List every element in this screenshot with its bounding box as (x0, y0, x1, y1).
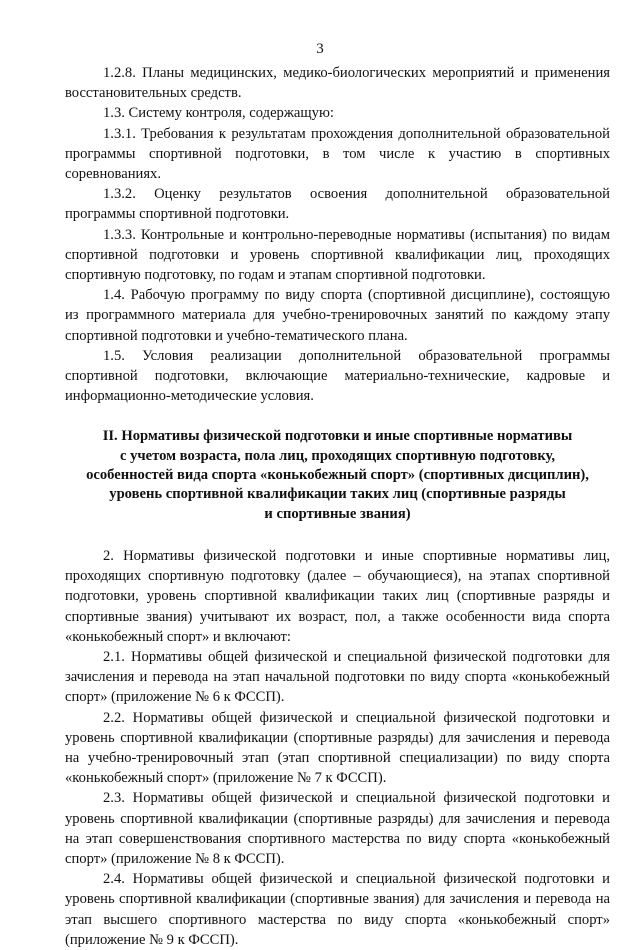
paragraph-1-3: 1.3. Систему контроля, содержащую: (103, 105, 334, 122)
paragraph-2-3: 2.3. Нормативы общей физической и специальной физической подготовки и уровень спортивной квалификации (спортивные разряды) для зачисления и перевода на этап совершенствования спортивного мастерства по виду спорта «конькобежный спорт» (приложение № 8 к ФССП). (65, 790, 610, 867)
section-heading-line: II. Нормативы физической подготовки и иные спортивные нормативы (102, 428, 573, 445)
paragraph-1-3-1: 1.3.1. Требования к результатам прохождения дополнительной образовательной программы спортивной подготовки, в том числе к участию в спортивных соревнованиях. (65, 125, 610, 183)
paragraph-1-3-2: 1.3.2. Оценку результатов освоения дополнительной образовательной программы спортивной подготовки. (65, 186, 610, 223)
paragraph-1-4: 1.4. Рабочую программу по виду спорта (спортивной дисциплине), состоящую из программного материала для учебно-тренировочных занятий по каждому этапу спортивной подготовки и учебно-тематического плана. (65, 287, 610, 344)
page-number: 3 (316, 41, 324, 57)
section-heading (65, 427, 610, 523)
paragraph-1-3-3: 1.3.3. Контрольные и контрольно-переводные нормативы (испытания) по видам спортивной подготовки и уровень спортивной квалификации лиц, проходящих спортивную подготовку, по годам и этапам спортивной подготовки. (65, 226, 610, 284)
section-heading-line: и спортивные звания) (264, 505, 411, 522)
paragraph-2-1: 2.1. Нормативы общей физической и специальной физической подготовки для зачисления и перевода на этап начальной подготовки по виду спорта «конькобежный спорт» (приложение № 6 к ФССП). (65, 648, 610, 706)
paragraph-1-2-8: 1.2.8. Планы медицинских, медико-биологических мероприятий и применения восстановительных средств. (65, 65, 610, 102)
paragraph-2: 2. Нормативы физической подготовки и иные спортивные нормативы лиц, проходящих спортивную подготовку (далее – обучающиеся), на этапах спортивной подготовки, уровень спортивной квалификации таких лиц (спортивные разряды и спортивные звания) учитывают их возраст, пол, а также особенности вида спорта «конькобежный спорт» и включают: (65, 547, 610, 645)
section-heading-line: уровень спортивной квалификации таких лиц (спортивные разряды (109, 486, 566, 503)
section-heading-line: особенностей вида спорта «конькобежный спорт» (спортивных дисциплин), (86, 467, 589, 484)
paragraph-1-5: 1.5. Условия реализации дополнительной образовательной программы спортивной подготовки, включающие материально-технические, кадровые и информационно-методические условия. (65, 347, 610, 405)
spacer (65, 524, 610, 546)
document-body (65, 63, 610, 950)
paragraph-2-2: 2.2. Нормативы общей физической и специальной физической подготовки и уровень спортивной квалификации (спортивные разряды) для зачисления и перевода на учебно-тренировочный этап (этап спортивной специализации) по виду спорта «конькобежный спорт» (приложение № 7 к ФССП). (65, 709, 610, 787)
section-heading-line: с учетом возраста, пола лиц, проходящих спортивную подготовку, (119, 447, 556, 464)
paragraph-2-4: 2.4. Нормативы общей физической и специальной физической подготовки и уровень спортивной квалификации (спортивные звания) для зачисления и перевода на этап высшего спортивного мастерства по виду спорта «конькобежный спорт» (приложение № 9 к ФССП). (65, 871, 610, 948)
